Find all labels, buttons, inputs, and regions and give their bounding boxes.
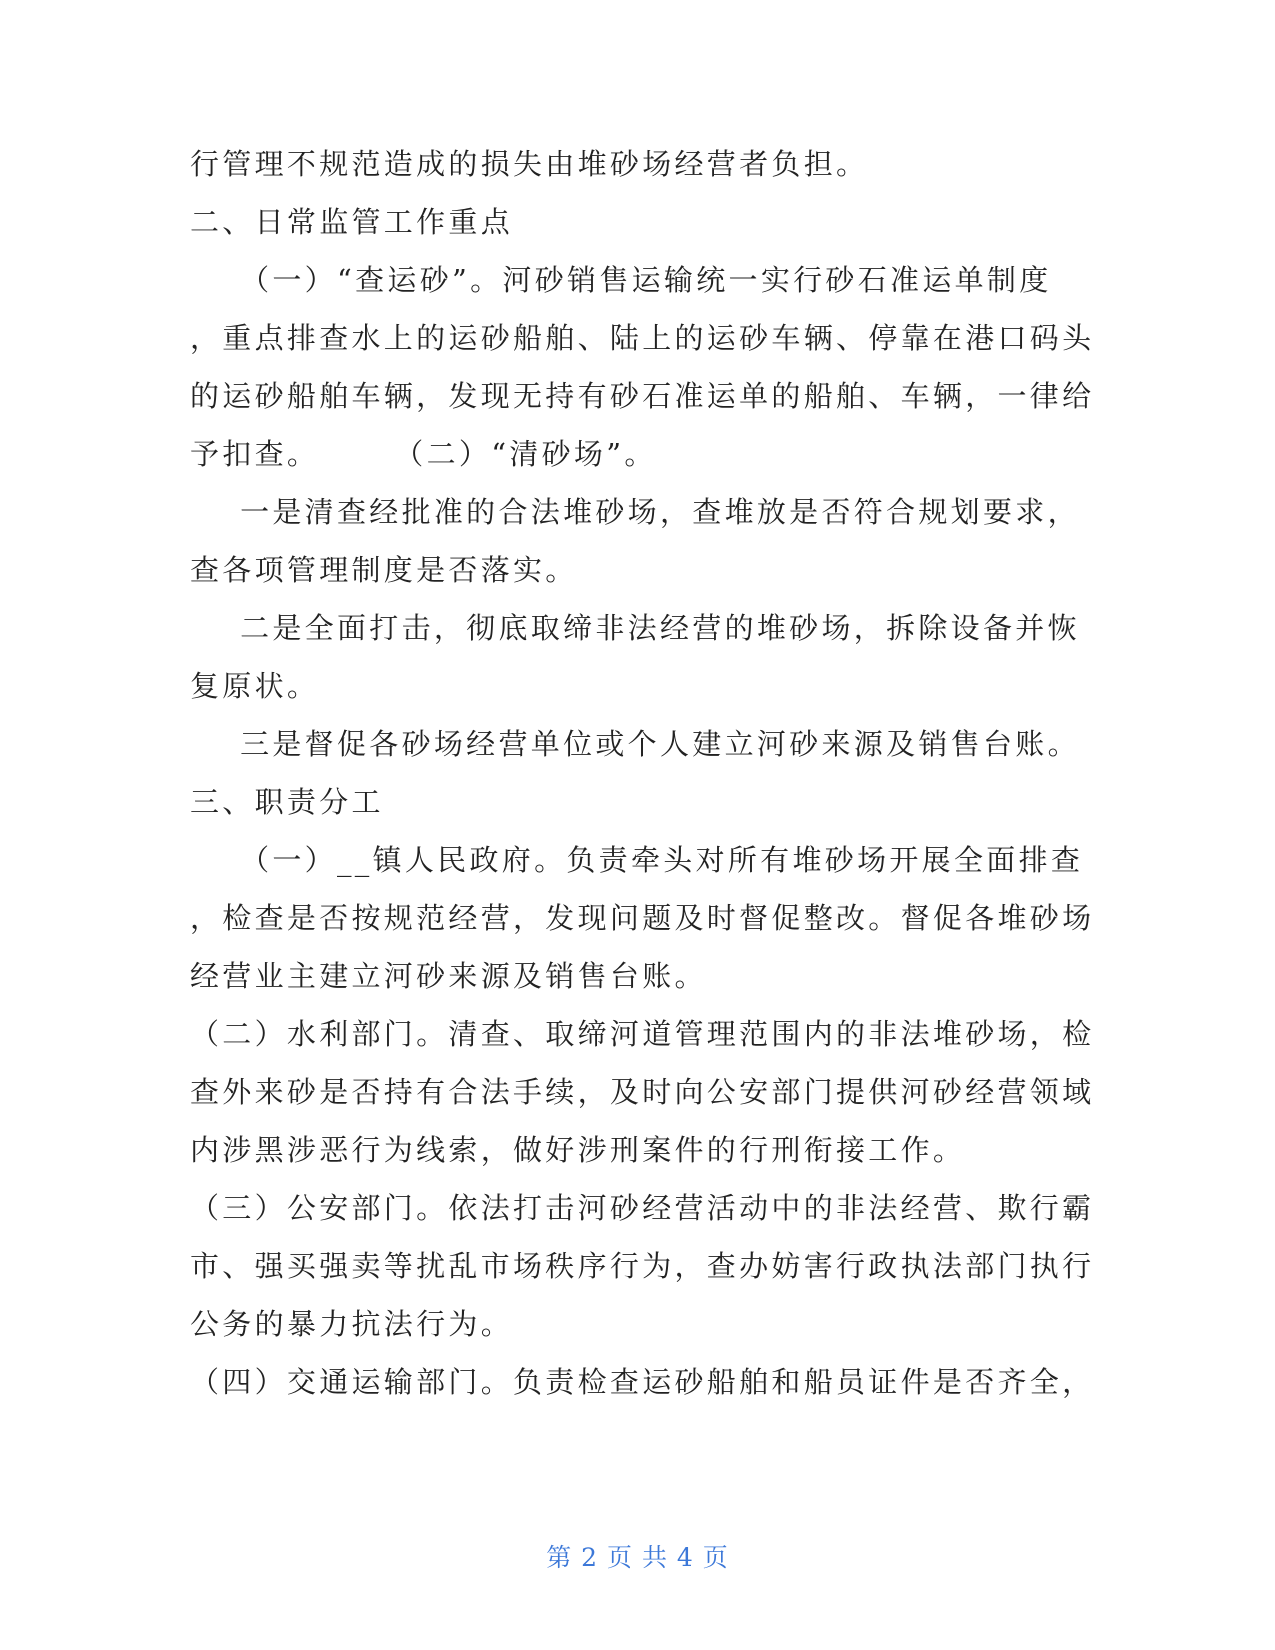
text-line: ，重点排查水上的运砂船舶、陆上的运砂车辆、停靠在港口码头 — [190, 321, 1095, 355]
text-line: 三是督促各砂场经营单位或个人建立河砂来源及销售台账。 — [190, 727, 1080, 761]
text-line: 复原状。 — [190, 669, 320, 703]
text-line: （三）公安部门。依法打击河砂经营活动中的非法经营、欺行霸 — [190, 1191, 1095, 1225]
text-line: 内涉黑涉恶行为线索，做好涉刑案件的行刑衔接工作。 — [190, 1133, 966, 1167]
text-line: （一）“查运砂”。河砂销售运输统一实行砂石准运单制度 — [190, 263, 1052, 297]
text-line: 的运砂船舶车辆，发现无持有砂石准运单的船舶、车辆，一律给 — [190, 379, 1095, 413]
text-line: 查各项管理制度是否落实。 — [190, 553, 578, 587]
text-line: （四）交通运输部门。负责检查运砂船舶和船员证件是否齐全， — [190, 1365, 1095, 1399]
text-line: （二）水利部门。清查、取缔河道管理范围内的非法堆砂场，检 — [190, 1017, 1095, 1051]
text-line: 查外来砂是否持有合法手续，及时向公安部门提供河砂经营领域 — [190, 1075, 1095, 1109]
page-number-footer: 第 2 页 共 4 页 — [546, 1543, 729, 1572]
section-heading: 二、日常监管工作重点 — [190, 205, 514, 239]
text-line: （一）__镇人民政府。负责牵头对所有堆砂场开展全面排查 — [190, 843, 1084, 877]
text-line: 二是全面打击，彻底取缔非法经营的堆砂场，拆除设备并恢 — [190, 611, 1080, 645]
text-line: 公务的暴力抗法行为。 — [190, 1307, 514, 1341]
text-line: 一是清查经批准的合法堆砂场，查堆放是否符合规划要求， — [190, 495, 1080, 529]
text-line: 予扣查。 （二）“清砂场”。 — [190, 437, 657, 471]
text-line: 经营业主建立河砂来源及销售台账。 — [190, 959, 707, 993]
section-heading: 三、职责分工 — [190, 785, 384, 819]
text-line: 行管理不规范造成的损失由堆砂场经营者负担。 — [190, 147, 869, 181]
text-line: ，检查是否按规范经营，发现问题及时督促整改。督促各堆砂场 — [190, 901, 1095, 935]
text-line: 市、强买强卖等扰乱市场秩序行为，查办妨害行政执法部门执行 — [190, 1249, 1095, 1283]
